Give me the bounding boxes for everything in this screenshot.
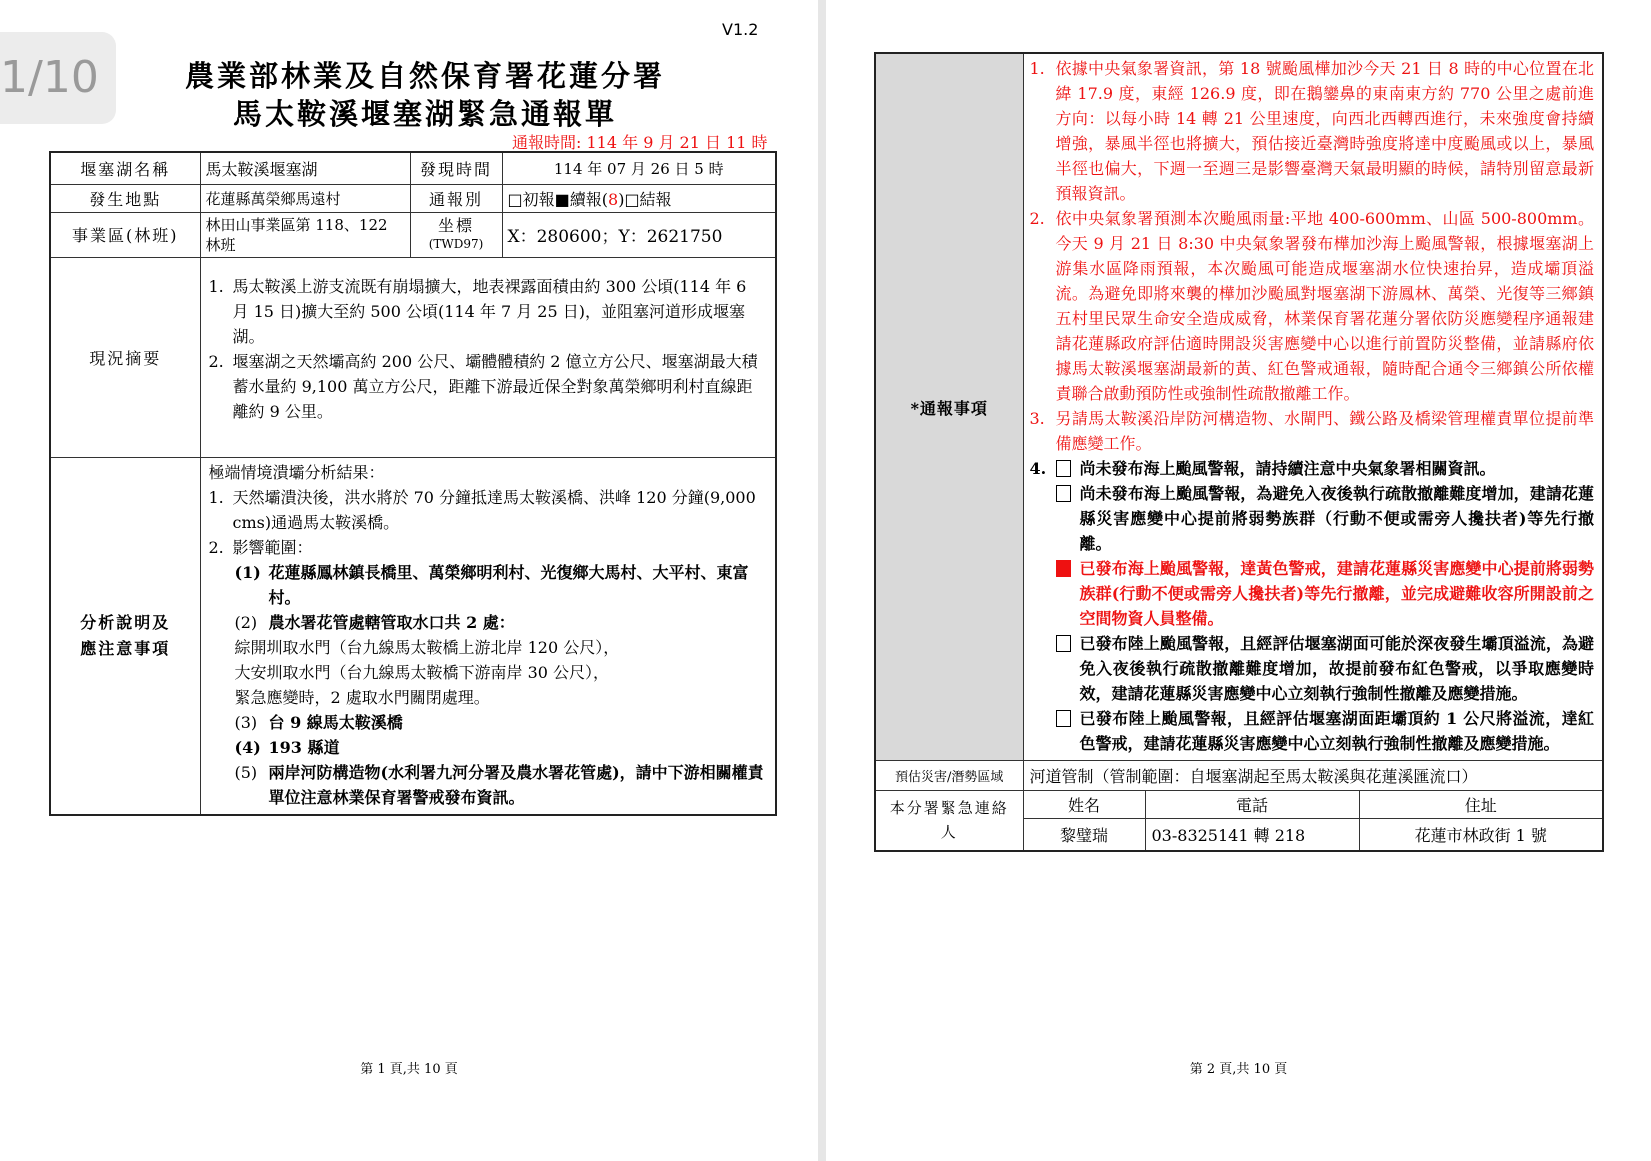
- alert-option: [1056, 481, 1595, 556]
- impact-item: [209, 735, 766, 760]
- contact-col-name: 姓名: [1023, 791, 1145, 819]
- report-type-value: [502, 184, 776, 212]
- checked-box-icon: [1056, 560, 1071, 577]
- summary-label: 現況摘要: [50, 257, 200, 457]
- location-label: 發生地點: [50, 184, 200, 212]
- notice-item: [1030, 56, 1595, 206]
- report-type-first: □初報: [507, 189, 555, 209]
- report-type-cont-end: ): [618, 189, 625, 209]
- impact-number: (3): [234, 712, 258, 732]
- notice-label: *通報事項: [875, 53, 1023, 761]
- checkbox-icon: [1056, 710, 1071, 727]
- analysis-list: [209, 485, 766, 560]
- impact-number: (5): [234, 762, 258, 782]
- intake-gate-note: 緊急應變時，2 處取水門關閉處理。: [234, 687, 490, 707]
- lake-name-value: 馬太鞍溪堰塞湖: [200, 152, 410, 184]
- summary-item-number: 2.: [208, 351, 224, 371]
- summary-item: [209, 274, 766, 349]
- notice-item-number: 2.: [1029, 209, 1045, 228]
- page-footer: 第 1 頁,共 10 頁: [360, 1062, 458, 1077]
- report-type-final: □結報: [624, 189, 672, 209]
- notice-item-number: 4.: [1029, 459, 1047, 478]
- summary-list: [209, 274, 766, 424]
- summary-cell: [200, 257, 776, 457]
- contact-label: 本分署緊急連絡人: [875, 791, 1023, 851]
- notice-table: [874, 52, 1604, 852]
- report-type-label: 通報別: [410, 184, 502, 212]
- summary-item-number: 1.: [208, 276, 224, 296]
- district-value: 林田山事業區第 118、122 林班: [200, 212, 410, 257]
- summary-item: [209, 349, 766, 424]
- alert-option-text: 已發布海上颱風警報，達黃色警戒，建請花蓮縣災害應變中心提前將弱勢族群(行動不便或需旁人攙扶者)等先行撤離，並完成避難收容所開設前之空間物資人員整備。: [1079, 559, 1594, 628]
- found-time-label: 發現時間: [410, 152, 502, 184]
- impact-number: (2): [234, 612, 258, 632]
- intake-gate-a: 綜開圳取水門（台九線馬太鞍橋上游北岸 120 公尺），: [234, 637, 620, 657]
- analysis-item-number: 2.: [208, 537, 224, 557]
- alert-option-selected: [1056, 556, 1595, 631]
- impact-text: 台 9 線馬太鞍溪橋: [268, 712, 403, 732]
- summary-item-text: 堰塞湖之天然壩高約 200 公尺、壩體體積約 2 億立方公尺、堰塞湖最大積蓄水量約 9,100 萬立方公尺，距離下游最近保全對象萬榮鄉明利村直線距離約 9 公里。: [232, 351, 758, 421]
- page-counter-text: 1/10: [0, 52, 99, 103]
- alert-option-text: 尚未發布海上颱風警報，請持續注意中央氣象署相關資訊。: [1079, 459, 1496, 478]
- analysis-heading: 極端情境潰壩分析結果：: [208, 462, 385, 482]
- report-type-count: 8: [608, 189, 619, 209]
- analysis-item: [209, 535, 766, 560]
- impact-text: 農水署花管處轄管取水口共 2 處：: [268, 612, 515, 632]
- impact-text: 兩岸河防構造物(水利署九河分署及農水署花管處)，請中下游相關權責單位注意林業保育署警戒發布資訊。: [268, 762, 764, 807]
- checkbox-icon: [1056, 635, 1071, 652]
- contact-col-address: 住址: [1359, 791, 1603, 819]
- intake-gate-b: 大安圳取水門（台九線馬太鞍橋下游南岸 30 公尺），: [234, 662, 610, 682]
- contact-col-phone: 電話: [1145, 791, 1359, 819]
- analysis-item-text: 影響範圍：: [232, 537, 313, 557]
- district-label: 事業區(林班): [50, 212, 200, 257]
- notice-item-text: 依據中央氣象署資訊，第 18 號颱風樺加沙今天 21 日 8 時的中心位置在北緯 17.9 度，東經 126.9 度，即在鵝鑾鼻的東南東方約 770 公里之處前進方向：以每小時 14 轉 21 公里速度，向西北西轉西進行，未來強度會持續增強，暴風半徑也將擴大，預估接近臺灣時強度將達中度颱風或以上，暴風半徑也偏大，下週一至週三是影響臺灣天氣最明顯的時候，請特別留意最新預報資訊。: [1055, 59, 1594, 203]
- impact-item: [209, 760, 766, 810]
- notice-item: [1030, 206, 1595, 406]
- report-type-cont: 續報(: [569, 189, 608, 209]
- checkbox-icon: [1056, 485, 1071, 502]
- alert-option: [1056, 706, 1595, 756]
- page-footer: 第 2 頁,共 10 頁: [1189, 1062, 1288, 1077]
- zone-value: 河道管制（管制範圍：自堰塞湖起至馬太鞍溪與花蓮溪匯流口）: [1023, 761, 1603, 791]
- page-counter-badge: [0, 32, 116, 124]
- version-label: V1.2: [722, 20, 759, 39]
- alert-option-text: 已發布陸上颱風警報，且經評估堰塞湖面可能於深夜發生壩頂溢流，為避免入夜後執行疏散撤離難度增加，故提前發布紅色警戒，以爭取應變時效，建請花蓮縣災害應變中心立刻執行強制性撤離及應變措施。: [1079, 634, 1594, 703]
- impact-text: 193 縣道: [268, 737, 340, 757]
- alert-option-text: 尚未發布海上颱風警報，為避免入夜後執行疏散撤離難度增加，建請花蓮縣災害應變中心提前將弱勢族群（行動不便或需旁人攙扶者)等先行撤離。: [1079, 484, 1594, 553]
- impact-number: (1): [234, 562, 261, 582]
- location-value: 花蓮縣萬榮鄉馬遠村: [200, 184, 410, 212]
- notice-item-4: [1030, 456, 1595, 756]
- notice-item-text: 另請馬太鞍溪沿岸防河構造物、水閘門、鐵公路及橋梁管理權責單位提前準備應變工作。: [1055, 409, 1594, 453]
- impact-text: 花蓮縣鳳林鎮長橋里、萬榮鄉明利村、光復鄉大馬村、大平村、東富村。: [268, 562, 749, 607]
- alert-option: [1056, 456, 1595, 481]
- analysis-item: [209, 485, 766, 535]
- impact-item: [209, 610, 766, 635]
- notice-item-text: 依中央氣象署預測本次颱風雨量:平地 400-600mm、山區 500-800mm。今天 9 月 21 日 8:30 中央氣象署發布樺加沙海上颱風警報，根據堰塞湖上游集水區降雨預報，本次颱風可能造成堰塞湖水位快速抬昇，造成壩頂溢流。為避免即將來襲的樺加沙颱風對堰塞湖下游鳳林、萬榮、光復等三鄉鎮五村里民眾生命安全造成威脅，林業保育署花蓮分署依防災應變程序通報建請花蓮縣政府評估適時開設災害應變中心以進行前置防災整備，並請縣府依據馬太鞍溪堰塞湖最新的黃、紅色警戒通報，隨時配合通令三鄉鎮公所依權責聯合啟動預防性或強制性疏散撤離工作。: [1055, 209, 1594, 403]
- contact-address: 花蓮市林政街 1 號: [1359, 819, 1603, 851]
- analysis-cell: [200, 457, 776, 815]
- report-type-checked-mark: ■: [554, 189, 570, 209]
- lake-name-label: 堰塞湖名稱: [50, 152, 200, 184]
- analysis-label-line1: 分析說明及: [80, 612, 171, 632]
- contact-phone: 03-8325141 轉 218: [1145, 819, 1359, 851]
- form-title: 馬太鞍溪堰塞湖緊急通報單: [232, 97, 617, 131]
- impact-number: (4): [234, 737, 261, 757]
- analysis-label-line2: 應注意事項: [80, 638, 171, 658]
- coord-label: 坐標: [437, 215, 474, 235]
- contact-name: 黎璧瑞: [1023, 819, 1145, 851]
- coord-label-cell: [410, 212, 502, 257]
- document-page-1: [0, 0, 818, 1161]
- agency-title: 農業部林業及自然保育署花蓮分署: [184, 59, 665, 93]
- impact-item: [209, 710, 766, 735]
- analysis-item-number: 1.: [208, 487, 224, 507]
- analysis-label-cell: [50, 457, 200, 815]
- analysis-item-text: 天然壩潰決後，洪水將於 70 分鐘抵達馬太鞍溪橋、洪峰 120 分鐘(9,000 cms)通過馬太鞍溪橋。: [232, 487, 756, 532]
- impact-item: [209, 560, 766, 610]
- document-page-2: [826, 0, 1651, 1161]
- notice-cell: [1023, 53, 1603, 761]
- notice-item: [1030, 406, 1595, 456]
- alert-option-text: 已發布陸上颱風警報，且經評估堰塞湖面距壩頂約 1 公尺將溢流，達紅色警戒，建請花蓮縣災害應變中心立刻執行強制性撤離及應變措施。: [1079, 709, 1594, 753]
- notice-item-number: 1.: [1029, 59, 1045, 78]
- summary-item-text: 馬太鞍溪上游支流既有崩塌擴大，地表裸露面積由約 300 公頃(114 年 6 月 15 日)擴大至約 500 公頃(114 年 7 月 25 日)，並阻塞河道形成堰塞湖。: [232, 276, 747, 346]
- alert-option: [1056, 631, 1595, 706]
- zone-label: 預估災害/潛勢區域: [875, 761, 1023, 791]
- found-time-value: 114 年 07 月 26 日 5 時: [502, 152, 776, 184]
- notice-item-number: 3.: [1029, 409, 1045, 428]
- coord-datum: (TWD97): [428, 236, 484, 251]
- checkbox-icon: [1056, 460, 1071, 477]
- report-table: [49, 151, 777, 816]
- coord-value: X：280600；Y：2621750: [502, 212, 776, 257]
- report-time: 通報時間: 114 年 9 月 21 日 11 時: [512, 133, 768, 152]
